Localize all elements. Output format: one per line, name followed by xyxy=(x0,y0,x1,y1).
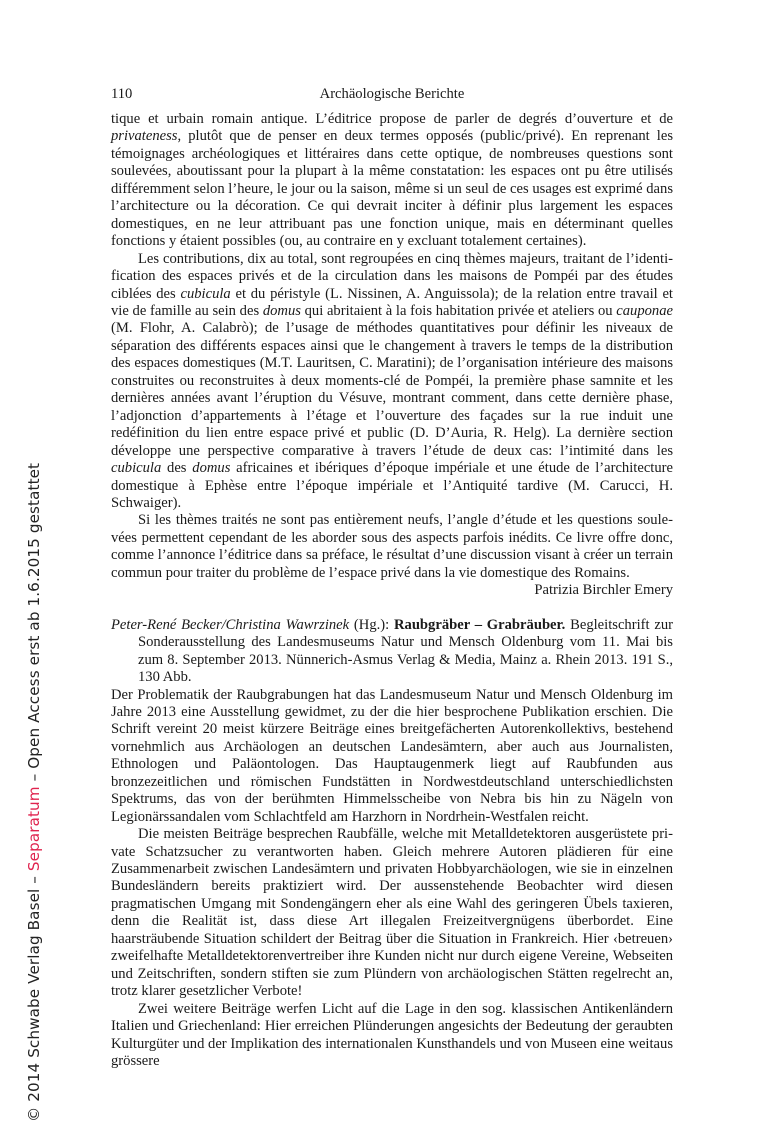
review2-citation: Peter-René Becker/Christina Wawrzinek (Hg.): Raubgräber – Grabräuber. Begleitschrift zur Sonderausstellung des Landesmuseums Natur und Mensch Oldenburg vom 11. Mai bis zum 8. September 2013. Nünnerich-Asmus Verlag & Media, Mainz a. Rhein 2013. 191 S., 130 Abb. xyxy=(111,616,673,686)
reviewer-signature: Patrizia Birchler Emery xyxy=(534,582,673,599)
section-divider-space xyxy=(111,600,673,617)
page-body xyxy=(111,111,673,1070)
review2-paragraph-1: Der Problematik der Raubgrabungen hat das Landesmuseum Natur und Mensch Oldenburg im Jahre 2013 eine Ausstellung gewidmet, zu der die hier besprochene Publikation erschien. Die Schrift vereint 20 meist kürzere Beiträge eines breitgefächerten Autorenkollektivs, bestehend vornehmlich aus Archäologen an deutschen Landesämtern, aber auch aus Journalisten, Ethnologen und Paläontologen. Das Hauptaugenmerk liegt auf Raubfunden aus bronzezeitlichen und römischen Fundstätten in Nordwestdeutschland unterschiedlichsten Spektrums, das von der berühmten Himmelsscheibe von Nebra bis hin zu Nägeln von Legionärssandalen vom Schlachtfeld am Harzhorn in Nordrhein-Westfalen reicht. xyxy=(111,686,673,825)
review1-paragraph-1: tique et urbain romain antique. L’éditrice propose de parler de degrés d’ouverture et de privateness, plutôt que de penser en deux termes opposés (public/privé). En reprenant les témoignages archéologiques et littéraires dans cette optique, de nombreuses questions sont soulevées, aboutissant pour la plupart à la même constatation: les espaces ont pu être utilisés différemment selon l’heure, le jour ou la saison, même si un seul de ces usages est exprimé dans l’architecture ou la décoration. Ce qui devrait inciter à définir plus largement les espaces domestiques, en ne leur attribuant pas une fonction unique, mais en déterminant quelles fonctions y étaient possibles (ou, au contraire en y excluant totalement certaines). xyxy=(111,111,673,250)
review2-paragraph-2: Die meisten Beiträge besprechen Raubfälle, welche mit Metalldetektoren ausgerüstete private Schatzsucher zu verantworten haben. Gleich mehrere Autoren plädieren für eine Zusammenarbeit zwischen Landesämtern und privaten Hobbyarchäologen, wie sie in einzelnen Bundesländern bereits praktiziert wird. Der aussenstehende Beobachter wird diesen pragmatischen Umgang mit Sondengängern eher als eine Wahl des geringeren Übels taxieren, denn die Realität ist, dass diese Art illegalen Freizeitvergnügens überbordet. Eine haarsträubende Situation schildert der Beitrag über die Situation in Frankreich. Hier ‹betreuen› zweifelhafte Metalldetektorenvertreiber ihre Kunden nicht nur durch eigene Vereine, Webseiten und Zeitschriften, sondern stiften sie zum Plündern von archäologischen Stätten regelrecht an, trotz klarer gesetzlicher Verbote! xyxy=(111,826,673,1000)
review2-paragraph-3: Zwei weitere Beiträge werfen Licht auf die Lage in den sog. klassischen Antikenländern Italien und Griechenland: Hier erreichen Plünderungen angesichts der Bedeutung der geraubten Kulturgüter und der Implikation des internationalen Kunsthandels und von Museen eine weitaus grössere xyxy=(111,1000,673,1070)
copyright-sidebar: © 2014 Schwabe Verlag Basel – Separatum – Open Access erst ab 1.6.2015 gestattet xyxy=(25,462,43,1122)
running-title: Archäologische Berichte xyxy=(319,86,465,102)
citation-authors: Peter-René Becker/Christina Wawrzinek xyxy=(111,616,350,633)
citation-title: Raubgräber – Grabräuber. xyxy=(393,616,566,633)
review1-paragraph-2: Les contributions, dix au total, sont regroupées en cinq thèmes majeurs, traitant de l’identification des espaces privés et de la circulation dans les maisons de Pompéi par des études ciblées des cubicula et du péristyle (L. Nissinen, A. Anguissola); de la relation entre travail et vie de famille au sein des domus qui abritaient à la fois habitation privée et ateliers ou cauponae (M. Flohr, A. Calabrò); de l’usage de méthodes quantitatives pour définir les niveaux de séparation des différents espaces ainsi que le changement à travers le temps de la distribution des espaces domestiques (M.T. Lauritsen, C. Maratini); de l’organisation intérieure des maisons construites ou reconstruites à deux moments-clé de Pompéi, la première phase samnite et les dernières années avant l’éruption du Vésuve, montrant comment, dans cette dernière phase, l’adjonction d’appartements à l’étage et l’ouverture des façades sur la rue induit une redéfinition du lien entre espace privé et public (D. D’Auria, R. Helg). La dernière section développe une perspective comparative à travers l’étude de deux cas: l’intimité dans les cubicula des domus africaines et ibériques d’époque impériale et une étude de l’architecture domestique à Ephèse entre l’époque impériale et l’Antiquité tardive (M. Carucci, H. Schwaiger). xyxy=(111,250,673,511)
page-number: 110 xyxy=(111,86,133,102)
separatum-label: Separatum xyxy=(25,786,43,872)
review1-paragraph-3: Si les thèmes traités ne sont pas entièrement neufs, l’angle d’étude et les questions soulevées permettent cependant de les aborder sous des aspects parfois inédits. Ce livre offre donc, comme l’annonce l’éditrice dans sa préface, le résultat d’une discussion visant à créer un terrain commun pour traiter du problème de l’espace privé dans la vie domestique des Romains. xyxy=(111,512,673,581)
